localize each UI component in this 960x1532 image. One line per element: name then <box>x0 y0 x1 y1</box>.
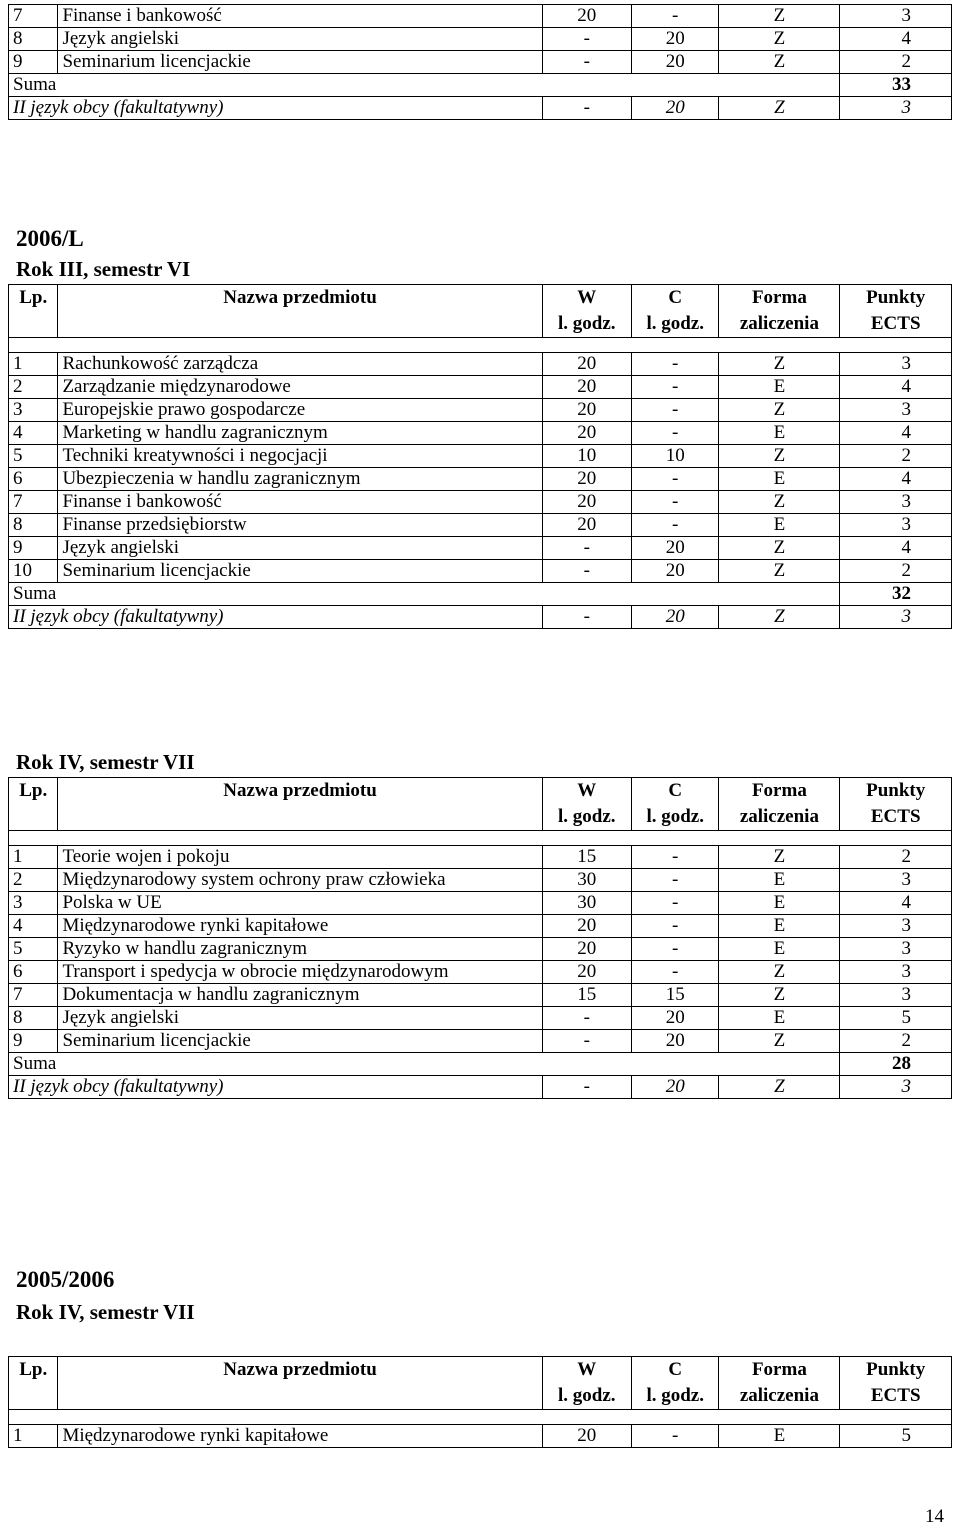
cell-forma: Z <box>719 445 840 468</box>
opt-forma: Z <box>719 1076 840 1099</box>
cell-lp: 8 <box>9 514 58 537</box>
section-title-rok-iv-2005: Rok IV, semestr VII <box>16 1300 195 1324</box>
suma-row <box>9 583 952 606</box>
cell-w: 15 <box>542 984 631 1007</box>
cell-lp: 5 <box>9 445 58 468</box>
cell-c: - <box>632 422 719 445</box>
cell-ects: 2 <box>840 560 952 583</box>
table-row <box>9 915 952 938</box>
cell-name: Finanse przedsiębiorstw <box>58 514 542 537</box>
cell-ects: 2 <box>840 51 952 74</box>
header-w: W l. godz. <box>542 1357 631 1410</box>
table-row <box>9 5 952 28</box>
cell-lp: 7 <box>9 491 58 514</box>
cell-forma: Z <box>719 491 840 514</box>
cell-forma: Z <box>719 961 840 984</box>
top-table <box>8 4 952 120</box>
cell-w: 20 <box>542 1425 631 1448</box>
cell-name: Międzynarodowe rynki kapitałowe <box>58 915 542 938</box>
header-forma: Forma zaliczenia <box>719 285 840 338</box>
cell-lp: 7 <box>9 5 58 28</box>
cell-ects: 5 <box>840 1425 952 1448</box>
cell-c: 20 <box>632 537 719 560</box>
cell-c: - <box>632 961 719 984</box>
cell-w: - <box>542 1030 631 1053</box>
cell-c: - <box>632 915 719 938</box>
cell-ects: 4 <box>840 537 952 560</box>
cell-name: Seminarium licencjackie <box>58 560 542 583</box>
cell-lp: 8 <box>9 1007 58 1030</box>
cell-forma: E <box>719 468 840 491</box>
cell-w: 20 <box>542 915 631 938</box>
suma-row <box>9 1053 952 1076</box>
cell-c: - <box>632 938 719 961</box>
cell-c: - <box>632 892 719 915</box>
optional-row <box>9 606 952 629</box>
suma-label: Suma <box>9 583 840 606</box>
table-row <box>9 1425 952 1448</box>
suma-value: 33 <box>840 74 952 97</box>
cell-name: Język angielski <box>58 1007 542 1030</box>
cell-w: - <box>542 1007 631 1030</box>
cell-name: Europejskie prawo gospodarcze <box>58 399 542 422</box>
cell-name: Techniki kreatywności i negocjacji <box>58 445 542 468</box>
table-row <box>9 445 952 468</box>
cell-w: - <box>542 28 631 51</box>
cell-lp: 7 <box>9 984 58 1007</box>
page-number: 14 <box>925 1506 944 1527</box>
cell-lp: 1 <box>9 1425 58 1448</box>
cell-c: - <box>632 376 719 399</box>
table-row <box>9 938 952 961</box>
cell-name: Międzynarodowe rynki kapitałowe <box>58 1425 542 1448</box>
cell-ects: 3 <box>840 353 952 376</box>
table-rok-iii-sem-vi <box>8 284 952 629</box>
cell-lp: 3 <box>9 892 58 915</box>
cell-w: 20 <box>542 353 631 376</box>
cell-w: 20 <box>542 961 631 984</box>
cell-w: 20 <box>542 491 631 514</box>
cell-forma: E <box>719 514 840 537</box>
table-row <box>9 51 952 74</box>
cell-w: 20 <box>542 399 631 422</box>
opt-w: - <box>542 1076 631 1099</box>
opt-forma: Z <box>719 606 840 629</box>
table-row <box>9 514 952 537</box>
cell-name: Seminarium licencjackie <box>58 1030 542 1053</box>
table-row <box>9 961 952 984</box>
cell-w: - <box>542 560 631 583</box>
cell-forma: E <box>719 869 840 892</box>
cell-lp: 9 <box>9 1030 58 1053</box>
cell-c: - <box>632 399 719 422</box>
opt-name: II język obcy (fakultatywny) <box>9 606 543 629</box>
opt-forma: Z <box>719 97 840 120</box>
table-row <box>9 399 952 422</box>
header-lp: Lp. <box>9 1357 58 1410</box>
cell-forma: E <box>719 422 840 445</box>
cell-name: Międzynarodowy system ochrony praw człowieka <box>58 869 542 892</box>
cell-ects: 3 <box>840 984 952 1007</box>
cell-c: - <box>632 869 719 892</box>
cell-lp: 8 <box>9 28 58 51</box>
cell-w: 20 <box>542 376 631 399</box>
cell-w: - <box>542 537 631 560</box>
cell-c: - <box>632 846 719 869</box>
cell-c: - <box>632 1425 719 1448</box>
table-row <box>9 984 952 1007</box>
cell-ects: 3 <box>840 5 952 28</box>
cell-name: Język angielski <box>58 537 542 560</box>
header-name: Nazwa przedmiotu <box>58 1357 542 1410</box>
cell-forma: E <box>719 1425 840 1448</box>
cell-name: Teorie wojen i pokoju <box>58 846 542 869</box>
cell-name: Ryzyko w handlu zagranicznym <box>58 938 542 961</box>
header-lp: Lp. <box>9 285 58 338</box>
cell-ects: 3 <box>840 938 952 961</box>
cell-name: Finanse i bankowość <box>58 5 542 28</box>
opt-c: 20 <box>632 606 719 629</box>
header-name: Nazwa przedmiotu <box>58 285 542 338</box>
cell-ects: 3 <box>840 915 952 938</box>
cell-w: 20 <box>542 938 631 961</box>
table-row <box>9 353 952 376</box>
cell-forma: Z <box>719 399 840 422</box>
table-row <box>9 892 952 915</box>
cell-w: 15 <box>542 846 631 869</box>
cell-ects: 5 <box>840 1007 952 1030</box>
cell-c: 20 <box>632 1007 719 1030</box>
cell-c: 20 <box>632 1030 719 1053</box>
cell-name: Seminarium licencjackie <box>58 51 542 74</box>
cell-name: Dokumentacja w handlu zagranicznym <box>58 984 542 1007</box>
table-row <box>9 468 952 491</box>
table-row <box>9 869 952 892</box>
suma-label: Suma <box>9 74 840 97</box>
suma-value: 28 <box>840 1053 952 1076</box>
header-ects: Punkty ECTS <box>840 778 952 831</box>
table-row <box>9 537 952 560</box>
cell-w: 20 <box>542 514 631 537</box>
cell-w: 30 <box>542 869 631 892</box>
cell-lp: 6 <box>9 468 58 491</box>
cell-lp: 2 <box>9 869 58 892</box>
suma-label: Suma <box>9 1053 840 1076</box>
year-heading-2005-2006: 2005/2006 <box>16 1267 115 1292</box>
table-row <box>9 1030 952 1053</box>
table-row <box>9 491 952 514</box>
cell-ects: 2 <box>840 445 952 468</box>
cell-forma: Z <box>719 1030 840 1053</box>
cell-forma: Z <box>719 560 840 583</box>
cell-c: 10 <box>632 445 719 468</box>
cell-name: Język angielski <box>58 28 542 51</box>
cell-lp: 9 <box>9 51 58 74</box>
header-row <box>9 778 952 831</box>
header-row <box>9 1357 952 1410</box>
header-ects: Punkty ECTS <box>840 1357 952 1410</box>
cell-name: Marketing w handlu zagranicznym <box>58 422 542 445</box>
header-c: C l. godz. <box>632 778 719 831</box>
cell-lp: 1 <box>9 846 58 869</box>
cell-ects: 3 <box>840 399 952 422</box>
opt-ects: 3 <box>840 1076 952 1099</box>
cell-c: 20 <box>632 560 719 583</box>
opt-ects: 3 <box>840 606 952 629</box>
cell-name: Zarządzanie międzynarodowe <box>58 376 542 399</box>
cell-forma: Z <box>719 984 840 1007</box>
cell-ects: 3 <box>840 961 952 984</box>
cell-forma: E <box>719 1007 840 1030</box>
cell-w: 20 <box>542 468 631 491</box>
header-ects: Punkty ECTS <box>840 285 952 338</box>
header-forma: Forma zaliczenia <box>719 1357 840 1410</box>
header-name: Nazwa przedmiotu <box>58 778 542 831</box>
suma-row <box>9 74 952 97</box>
cell-c: 20 <box>632 28 719 51</box>
opt-name: II język obcy (fakultatywny) <box>9 97 543 120</box>
cell-lp: 10 <box>9 560 58 583</box>
cell-ects: 2 <box>840 846 952 869</box>
cell-lp: 5 <box>9 938 58 961</box>
suma-value: 32 <box>840 583 952 606</box>
table-row <box>9 28 952 51</box>
cell-c: - <box>632 468 719 491</box>
cell-ects: 2 <box>840 1030 952 1053</box>
cell-ects: 4 <box>840 468 952 491</box>
header-c: C l. godz. <box>632 285 719 338</box>
cell-ects: 4 <box>840 28 952 51</box>
cell-c: - <box>632 514 719 537</box>
table-row <box>9 376 952 399</box>
opt-name: II język obcy (fakultatywny) <box>9 1076 543 1099</box>
cell-lp: 9 <box>9 537 58 560</box>
cell-lp: 2 <box>9 376 58 399</box>
cell-w: 30 <box>542 892 631 915</box>
opt-ects: 3 <box>840 97 952 120</box>
optional-row <box>9 1076 952 1099</box>
year-heading-2006: 2006/L <box>16 226 84 251</box>
cell-ects: 4 <box>840 892 952 915</box>
table-rok-iv-sem-vii <box>8 777 952 1099</box>
table-row <box>9 560 952 583</box>
header-row <box>9 285 952 338</box>
cell-c: - <box>632 353 719 376</box>
cell-name: Ubezpieczenia w handlu zagranicznym <box>58 468 542 491</box>
cell-c: 15 <box>632 984 719 1007</box>
opt-w: - <box>542 606 631 629</box>
header-forma: Forma zaliczenia <box>719 778 840 831</box>
opt-c: 20 <box>632 1076 719 1099</box>
cell-name: Finanse i bankowość <box>58 491 542 514</box>
opt-w: - <box>542 97 631 120</box>
cell-name: Transport i spedycja w obrocie międzynarodowym <box>58 961 542 984</box>
cell-ects: 3 <box>840 491 952 514</box>
cell-forma: Z <box>719 51 840 74</box>
cell-w: - <box>542 51 631 74</box>
cell-ects: 4 <box>840 422 952 445</box>
header-lp: Lp. <box>9 778 58 831</box>
cell-forma: Z <box>719 846 840 869</box>
table-row <box>9 422 952 445</box>
cell-lp: 4 <box>9 915 58 938</box>
table-row <box>9 846 952 869</box>
header-w: W l. godz. <box>542 778 631 831</box>
section-title-rok-iii: Rok III, semestr VI <box>16 257 191 281</box>
cell-name: Rachunkowość zarządcza <box>58 353 542 376</box>
cell-ects: 4 <box>840 376 952 399</box>
cell-w: 20 <box>542 422 631 445</box>
optional-row <box>9 97 952 120</box>
cell-forma: Z <box>719 28 840 51</box>
opt-c: 20 <box>632 97 719 120</box>
cell-forma: E <box>719 892 840 915</box>
cell-forma: Z <box>719 537 840 560</box>
cell-ects: 3 <box>840 514 952 537</box>
cell-w: 20 <box>542 5 631 28</box>
cell-lp: 3 <box>9 399 58 422</box>
header-c: C l. godz. <box>632 1357 719 1410</box>
cell-lp: 6 <box>9 961 58 984</box>
header-w: W l. godz. <box>542 285 631 338</box>
cell-lp: 1 <box>9 353 58 376</box>
cell-c: - <box>632 491 719 514</box>
section-title-rok-iv: Rok IV, semestr VII <box>16 750 195 774</box>
cell-name: Polska w UE <box>58 892 542 915</box>
cell-c: - <box>632 5 719 28</box>
cell-forma: Z <box>719 353 840 376</box>
cell-forma: E <box>719 915 840 938</box>
cell-forma: Z <box>719 5 840 28</box>
cell-c: 20 <box>632 51 719 74</box>
table-row <box>9 1007 952 1030</box>
cell-forma: E <box>719 376 840 399</box>
table-2005-rok-iv <box>8 1356 952 1448</box>
cell-ects: 3 <box>840 869 952 892</box>
cell-forma: E <box>719 938 840 961</box>
cell-w: 10 <box>542 445 631 468</box>
cell-lp: 4 <box>9 422 58 445</box>
